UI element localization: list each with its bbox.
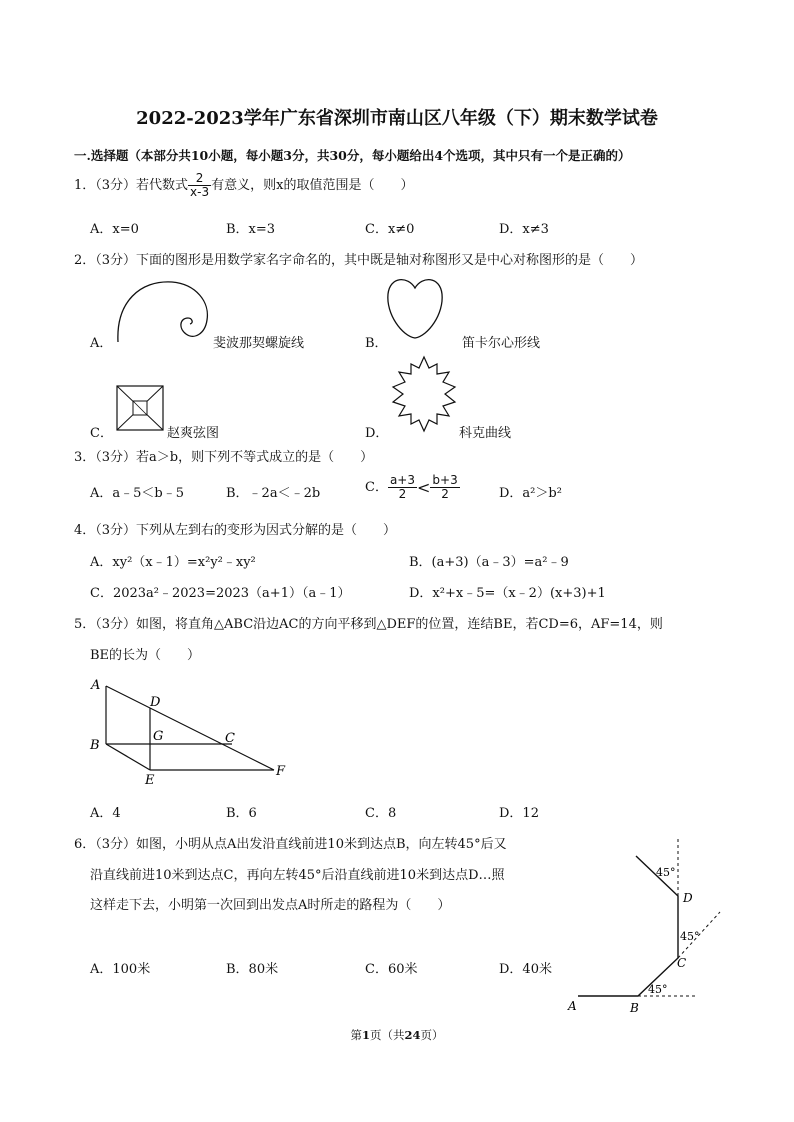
q4-option-c[interactable]: C．2023a²﹣2023=2023（a+1）（a﹣1）: [90, 586, 351, 601]
question-5-line-2: BE的长为（ ）: [90, 648, 201, 663]
question-1-prefix: 1．（3分）若代数式: [74, 178, 189, 193]
q2-option-c[interactable]: C．: [90, 426, 113, 441]
label-b: B: [90, 738, 100, 753]
q1-option-a[interactable]: A．x=0: [90, 222, 139, 237]
q6-option-c[interactable]: C．60米: [365, 962, 418, 977]
q3-fraction-2: [430, 474, 459, 501]
fraction-denominator: 2: [398, 487, 407, 501]
q4-option-a[interactable]: A．xy²（x﹣1）=x²y²﹣xy²: [90, 555, 256, 570]
q1-option-c[interactable]: C．x≠0: [365, 222, 415, 237]
question-4: 4．（3分）下列从左到右的变形为因式分解的是（ ）: [74, 523, 397, 538]
fraction-numerator: b+3: [432, 473, 458, 487]
label-c: C: [225, 731, 235, 746]
q2-caption-b: 笛卡尔心形线: [462, 336, 541, 351]
triangle-translation-figure: [84, 672, 294, 788]
q4-option-b[interactable]: B．(a+3)（a﹣3）=a²﹣9: [409, 555, 569, 570]
footer-pre: 第: [350, 1028, 362, 1042]
q6-option-a[interactable]: A．100米: [90, 962, 151, 977]
page-total: 24: [404, 1028, 421, 1042]
q5-option-d[interactable]: D．12: [499, 806, 539, 821]
fraction-denominator: 2: [441, 487, 449, 501]
q1-option-d[interactable]: D．x≠3: [499, 222, 549, 237]
question-6-line-3: 这样走下去，小明第一次回到出发点A时所走的路程为（ ）: [90, 898, 451, 913]
label-f: F: [276, 764, 286, 779]
q3-option-c-letter: C．: [365, 480, 388, 495]
q3-less-than: <: [417, 478, 431, 497]
q6-option-d[interactable]: D．40米: [499, 962, 552, 977]
q1-option-b[interactable]: B．x=3: [226, 222, 276, 237]
point-label-b: B: [630, 1001, 639, 1015]
q3-option-a[interactable]: A．a﹣5＜b﹣5: [90, 486, 185, 501]
label-g: G: [153, 729, 164, 744]
q2-option-b[interactable]: B．: [365, 336, 388, 351]
label-d: D: [150, 695, 161, 710]
cardioid-figure: [384, 274, 446, 342]
page-title: 2022-2023学年广东省深圳市南山区八年级（下）期末数学试卷: [136, 108, 658, 129]
question-5-line-1: 5．（3分）如图，将直角△ABC沿边AC的方向平移到△DEF的位置，连结BE，若CD=6，AF=14，则: [74, 617, 663, 632]
label-a: A: [91, 678, 101, 693]
q2-option-a[interactable]: A．: [90, 336, 113, 351]
q2-caption-c: 赵爽弦图: [167, 426, 220, 441]
angle-label-c: 45°: [680, 930, 700, 943]
question-1: [74, 172, 413, 199]
q5-option-b[interactable]: B．6: [226, 806, 257, 821]
fibonacci-spiral-figure: [110, 272, 220, 352]
q5-option-a[interactable]: A．4: [90, 806, 121, 821]
point-label-d: D: [683, 891, 693, 905]
question-6-line-2: 沿直线前进10米到达点C，再向左转45°后沿直线前进10米到达点D…照: [90, 868, 505, 883]
fraction-numerator: a+3: [389, 473, 415, 487]
section-heading: 一.选择题（本部分共10小题，每小题3分，共30分，每小题给出4个选项，其中只有一个是正确的）: [74, 148, 631, 163]
q2-caption-d: 科克曲线: [459, 426, 512, 441]
q3-option-b[interactable]: B．﹣2a＜﹣2b: [226, 486, 321, 501]
q5-option-c[interactable]: C．8: [365, 806, 397, 821]
footer-mid: 页（共: [370, 1028, 405, 1042]
angle-label-b: 45°: [648, 983, 668, 996]
walking-path-figure: [560, 836, 730, 1016]
question-2: 2．（3分）下面的图形是用数学家名字命名的，其中既是轴对称图形又是中心对称图形的是（ ）: [74, 253, 644, 268]
koch-curve-figure: [385, 354, 463, 434]
q6-option-b[interactable]: B．80米: [226, 962, 279, 977]
q4-option-d[interactable]: D．x²+x﹣5=（x﹣2）(x+3)+1: [409, 586, 606, 601]
question-1-fraction: [188, 172, 211, 199]
question-1-suffix: 有意义，则x的取值范围是（ ）: [211, 178, 414, 193]
question-6-line-1: 6．（3分）如图，小明从点A出发沿直线前进10米到达点B，向左转45°后又: [74, 837, 507, 852]
q2-option-d[interactable]: D．: [365, 426, 389, 441]
point-label-a: A: [568, 999, 577, 1013]
q3-option-c[interactable]: [365, 474, 460, 501]
angle-label-d: 45°: [656, 866, 676, 879]
point-label-c: C: [677, 956, 687, 970]
q3-option-d[interactable]: D．a²＞b²: [499, 486, 562, 501]
q2-caption-a: 斐波那契螺旋线: [213, 336, 305, 351]
q3-fraction-1: [388, 474, 417, 501]
fraction-denominator: x-3: [190, 185, 210, 199]
page-number: 1: [361, 1028, 370, 1042]
question-3: 3．（3分）若a＞b，则下列不等式成立的是（ ）: [74, 450, 374, 465]
fraction-numerator: 2: [188, 172, 211, 186]
footer-post: 页）: [420, 1028, 444, 1042]
zhao-shuang-diagram-figure: [116, 385, 166, 433]
page-footer: [0, 1027, 794, 1043]
label-e: E: [145, 773, 155, 788]
